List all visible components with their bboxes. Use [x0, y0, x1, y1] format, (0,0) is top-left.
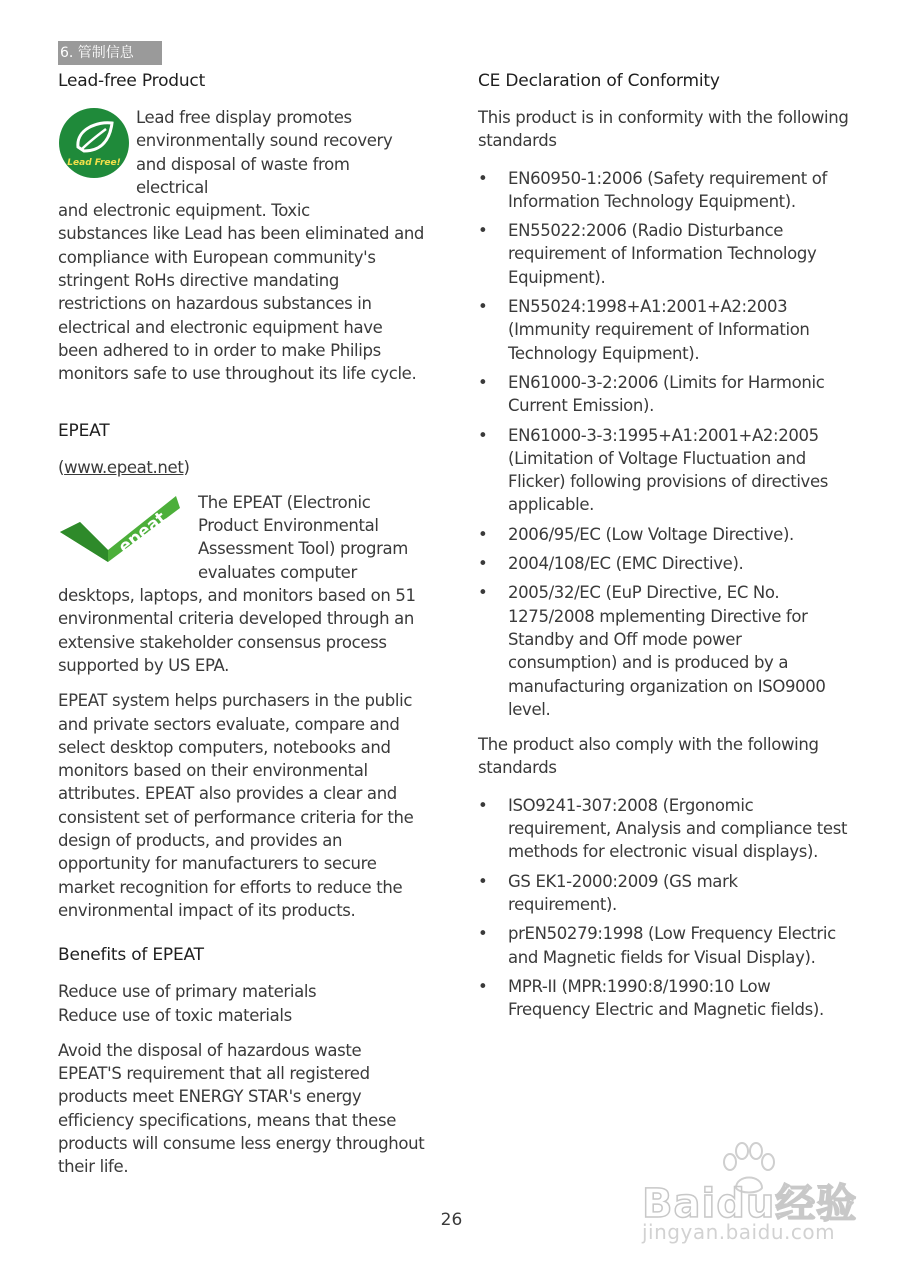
- list-item: • EN55024:1998+A1:2001+A2:2003 (Immunity requirement of Information Technology Equipment).: [478, 295, 850, 365]
- also-standards-list: [478, 794, 850, 1022]
- page-number: 26: [440, 1210, 463, 1230]
- baidu-watermark: [640, 1142, 858, 1248]
- list-item: • EN55022:2006 (Radio Disturbance requirement of Information Technology Equipment).: [478, 219, 850, 289]
- watermark-url: jingyan.baidu.com: [642, 1220, 836, 1244]
- epeat-heading: EPEAT: [58, 420, 110, 441]
- epeat-body: desktops, laptops, and monitors based on 51 environmental criteria developed through an extensive stakeholder consensus process supported by US EPA.: [58, 586, 416, 675]
- epeat-link[interactable]: www.epeat.net: [64, 457, 184, 477]
- benefits-line-1: Reduce use of primary materials: [58, 982, 317, 1002]
- leadfree-line-1: Lead free display promotes: [136, 108, 352, 127]
- svg-text:Lead Free!: Lead Free!: [67, 158, 121, 168]
- epeat-line-4: evaluates computer: [198, 562, 357, 582]
- epeat-section: [58, 491, 426, 689]
- epeat-link-close: ): [183, 457, 190, 477]
- epeat-line-3: Assessment Tool) program: [198, 539, 408, 559]
- list-item: • EN60950-1:2006 (Safety requirement of Information Technology Equipment).: [478, 167, 850, 214]
- leadfree-line-3: and disposal of waste from electrical: [136, 154, 350, 197]
- leadfree-section: [58, 106, 426, 398]
- section-tag: 6. 管制信息: [58, 41, 162, 65]
- ce-intro: This product is in conformity with the following standards: [478, 108, 849, 151]
- right-column: [478, 66, 850, 1033]
- benefits-heading: Benefits of EPEAT: [58, 945, 204, 966]
- also-comply-intro: The product also comply with the following standards: [478, 735, 819, 778]
- leadfree-heading: Lead-free Product: [58, 71, 206, 91]
- benefits-line-2: Reduce use of toxic materials: [58, 1005, 292, 1025]
- left-column: [58, 66, 426, 1191]
- list-item: • 2005/32/EC (EuP Directive, EC No. 1275/2008 mplementing Directive for Standby and Off mode power consumption) and is produced by a manufacturing organization on ISO9000 level.: [478, 581, 850, 721]
- leadfree-line-2: environmentally sound recovery: [136, 131, 393, 151]
- leadfree-logo: [58, 107, 130, 179]
- epeat-line-2: Product Environmental: [198, 516, 379, 536]
- watermark-brand: Baidu经验: [642, 1181, 858, 1227]
- epeat-system-paragraph: EPEAT system helps purchasers in the public and private sectors evaluate, compare and select desktop computers, notebooks and monitors based on their environmental attributes. EPEAT also provides a clear and consistent set of performance criteria for the design of products, and provides an opportunity for manufacturers to secure market recognition for efforts to reduce the environmental impact of its products.: [58, 691, 414, 920]
- epeat-link-line: [58, 456, 426, 479]
- list-item: • GS EK1-2000:2009 (GS mark requirement).: [478, 870, 850, 917]
- list-item: • EN61000-3-2:2006 (Limits for Harmonic Current Emission).: [478, 371, 850, 418]
- ce-heading: CE Declaration of Conformity: [478, 71, 720, 91]
- list-item: • MPR-II (MPR:1990:8/1990:10 Low Frequency Electric and Magnetic fields).: [478, 975, 850, 1022]
- leadfree-body: substances like Lead has been eliminated and compliance with European community's stringent RoHs directive mandating restrictions on hazardous substances in electrical and electronic equipment have been adhered to in order to make Philips monitors safe to use throughout its life cycle.: [58, 224, 425, 384]
- benefits-paragraph: Avoid the disposal of hazardous waste EPEAT'S requirement that all registered products meet ENERGY STAR's energy efficiency specifications, means that these products will consume less energy throughout their life.: [58, 1040, 425, 1177]
- epeat-link-open: (: [58, 457, 65, 477]
- svg-text:epeat: epeat: [114, 507, 171, 558]
- epeat-line-1: The EPEAT (Electronic: [198, 492, 371, 512]
- standards-list: [478, 167, 850, 722]
- list-item: • EN61000-3-3:1995+A1:2001+A2:2005 (Limitation of Voltage Fluctuation and Flicker) following provisions of directives applicable.: [478, 424, 850, 517]
- list-item: • 2006/95/EC (Low Voltage Directive).: [478, 523, 850, 546]
- list-item: • 2004/108/EC (EMC Directive).: [478, 552, 850, 575]
- leadfree-line-4: and electronic equipment. Toxic: [58, 201, 310, 221]
- epeat-logo: [58, 494, 182, 564]
- list-item: • prEN50279:1998 (Low Frequency Electric and Magnetic fields for Visual Display).: [478, 922, 850, 969]
- list-item: • ISO9241-307:2008 (Ergonomic requirement, Analysis and compliance test methods for electronic visual displays).: [478, 794, 850, 864]
